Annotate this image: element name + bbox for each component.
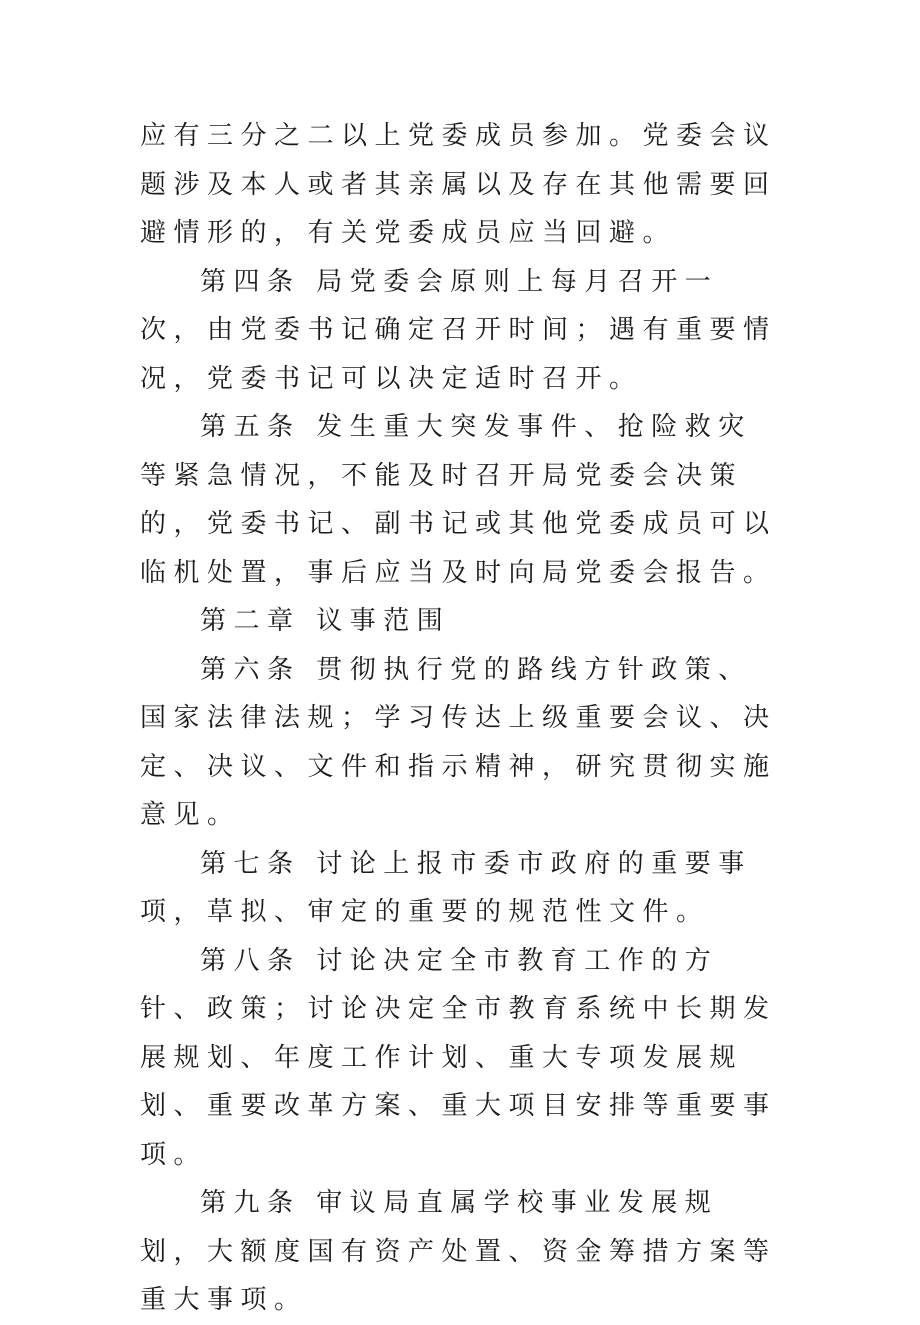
article-4: 第四条 局党委会原则上每月召开一次，由党委书记确定召开时间；遇有重要情况，党委书记可以决定适时召开。 [140, 266, 777, 394]
paragraph-continuation: 应有三分之二以上党委成员参加。党委会议题涉及本人或者其亲属以及存在其他需要回避情形的，有关党委成员应当回避。 [140, 121, 777, 248]
article-5: 第五条 发生重大突发事件、抢险救灾等紧急情况，不能及时召开局党委会决策的，党委书记、副书记或其他党委成员可以临机处置，事后应当及时向局党委会报告。 [140, 412, 777, 588]
article-6: 第六条 贯彻执行党的路线方针政策、国家法律法规；学习传达上级重要会议、决定、决议、文件和指示精神，研究贯彻实施意见。 [140, 654, 777, 830]
document-body [140, 112, 780, 1325]
article-9: 第九条 审议局直属学校事业发展规划，大额度国有资产处置、资金筹措方案等重大事项。 [140, 1188, 777, 1315]
article-8: 第八条 讨论决定全市教育工作的方针、政策；讨论决定全市教育系统中长期发展规划、年度工作计划、重大专项发展规划、重要改革方案、重大项目安排等重要事项。 [140, 945, 777, 1170]
article-7: 第七条 讨论上报市委市政府的重要事项，草拟、审定的重要的规范性文件。 [140, 848, 752, 927]
chapter-2-heading: 第二章 议事范围 [200, 606, 451, 636]
